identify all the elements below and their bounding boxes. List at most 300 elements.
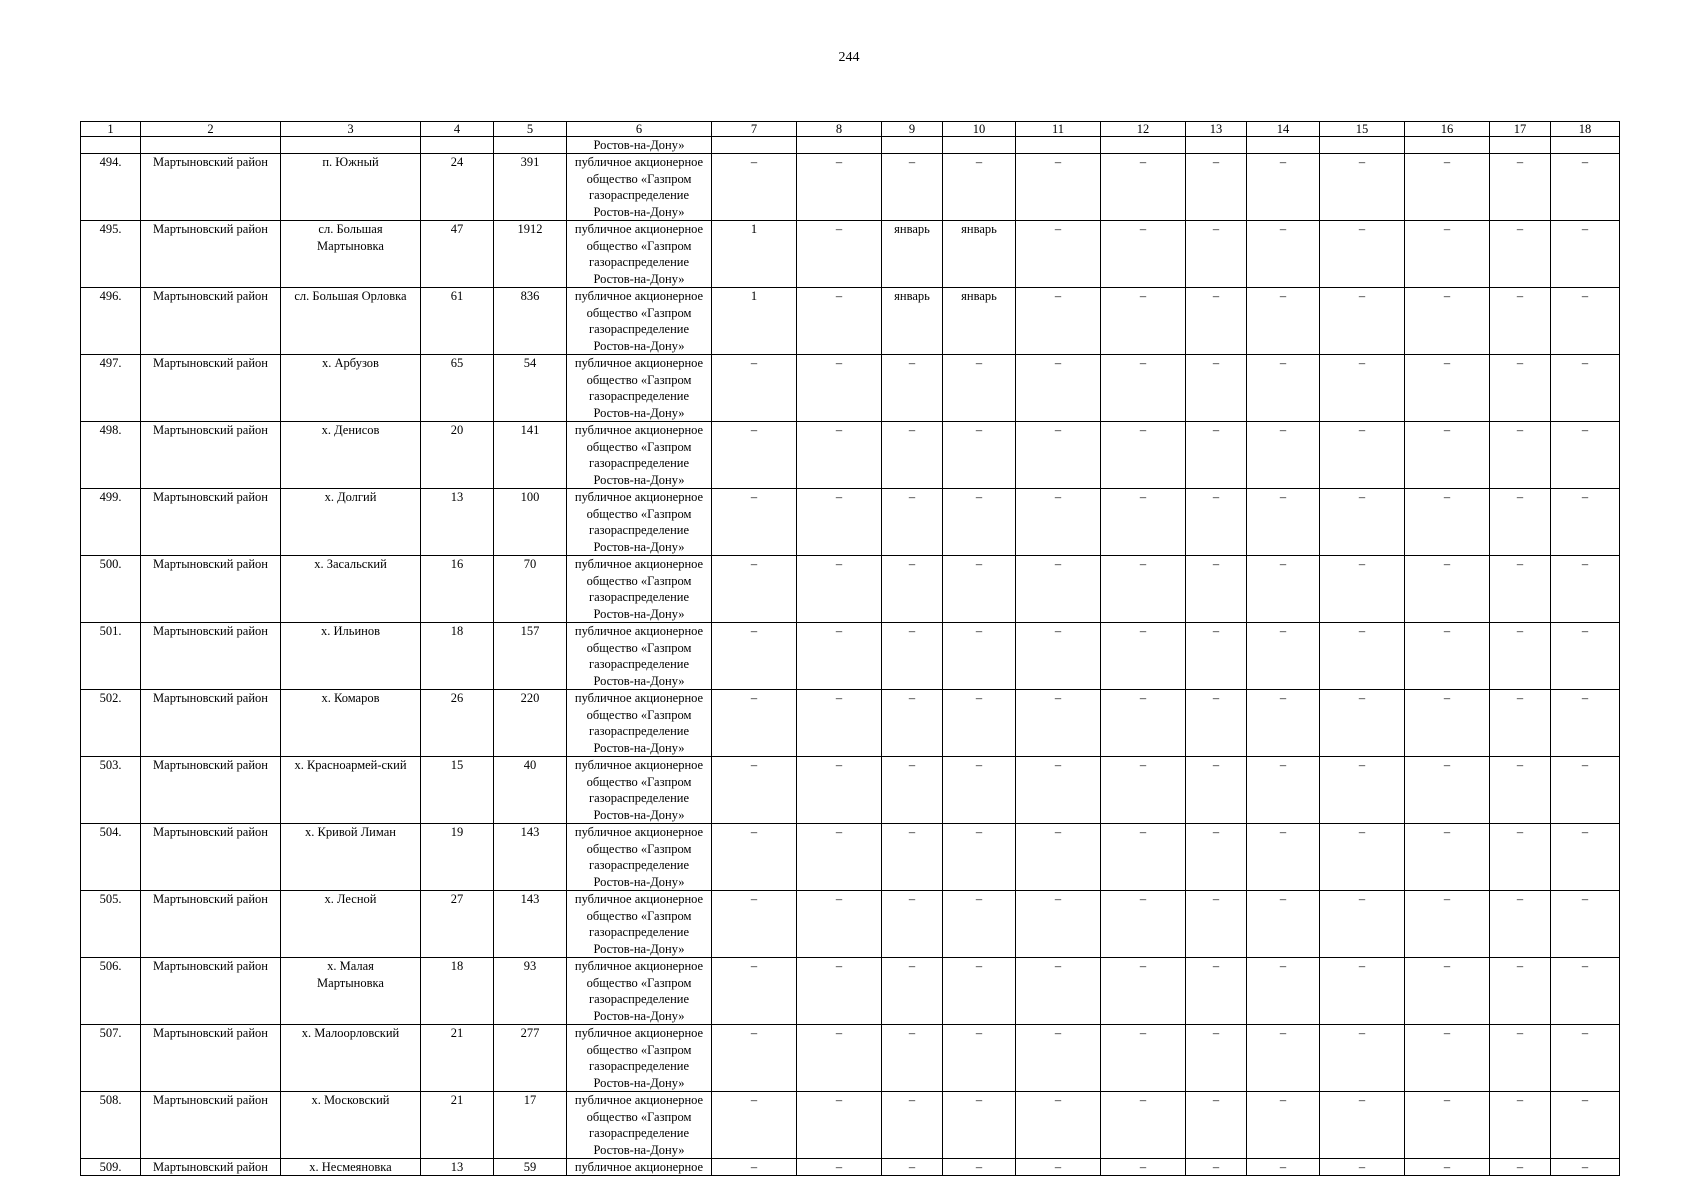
cell-c13: – [1186, 489, 1247, 556]
cell-c15: – [1320, 556, 1405, 623]
cell-c16: – [1405, 757, 1490, 824]
cell-c12: – [1101, 154, 1186, 221]
cell-c1: 500. [81, 556, 141, 623]
cell-c18: – [1551, 690, 1620, 757]
cell-c2: Мартыновский район [141, 757, 281, 824]
cell-c1: 504. [81, 824, 141, 891]
cell-c8: – [797, 757, 882, 824]
table-row [81, 422, 1620, 489]
cell-c4: 16 [421, 556, 494, 623]
column-number-header: 14 [1247, 122, 1320, 137]
cell-c2: Мартыновский район [141, 355, 281, 422]
cell-c14: – [1247, 154, 1320, 221]
cell-c10: – [943, 355, 1016, 422]
cell-c5 [494, 137, 567, 154]
cell-c17: – [1490, 422, 1551, 489]
cell-c18: – [1551, 1092, 1620, 1159]
column-number-header: 8 [797, 122, 882, 137]
cell-c5: 17 [494, 1092, 567, 1159]
cell-c14: – [1247, 1159, 1320, 1176]
cell-c10: – [943, 824, 1016, 891]
cell-c8: – [797, 154, 882, 221]
table-row [81, 1159, 1620, 1176]
cell-c11: – [1016, 623, 1101, 690]
column-number-header: 5 [494, 122, 567, 137]
cell-c9: – [882, 1092, 943, 1159]
cell-c16: – [1405, 824, 1490, 891]
cell-c14: – [1247, 1025, 1320, 1092]
cell-c14: – [1247, 891, 1320, 958]
cell-c10 [943, 137, 1016, 154]
cell-c15: – [1320, 154, 1405, 221]
column-number-row [81, 122, 1620, 137]
cell-c11: – [1016, 154, 1101, 221]
cell-c7: 1 [712, 221, 797, 288]
cell-c5: 157 [494, 623, 567, 690]
cell-c6: публичное акционерное [567, 1159, 712, 1176]
cell-c12: – [1101, 1159, 1186, 1176]
table-row [81, 824, 1620, 891]
cell-c14: – [1247, 824, 1320, 891]
column-number-header: 11 [1016, 122, 1101, 137]
cell-c9: – [882, 757, 943, 824]
column-number-header: 16 [1405, 122, 1490, 137]
cell-c11 [1016, 137, 1101, 154]
cell-c16: – [1405, 355, 1490, 422]
cell-c18: – [1551, 757, 1620, 824]
cell-c8: – [797, 958, 882, 1025]
cell-c6: публичное акционерное общество «Газпром газораспределение Ростов-на-Дону» [567, 1025, 712, 1092]
cell-c15: – [1320, 221, 1405, 288]
cell-c4: 21 [421, 1092, 494, 1159]
cell-c10: – [943, 958, 1016, 1025]
cell-c12: – [1101, 1092, 1186, 1159]
cell-c17: – [1490, 1159, 1551, 1176]
cell-c13: – [1186, 690, 1247, 757]
cell-c15: – [1320, 623, 1405, 690]
cell-c8: – [797, 1159, 882, 1176]
cell-c17: – [1490, 824, 1551, 891]
cell-c14: – [1247, 355, 1320, 422]
column-number-header: 13 [1186, 122, 1247, 137]
cell-c1: 494. [81, 154, 141, 221]
cell-c16: – [1405, 154, 1490, 221]
cell-c11: – [1016, 1092, 1101, 1159]
cell-c16: – [1405, 690, 1490, 757]
cell-c4: 18 [421, 958, 494, 1025]
cell-c4: 21 [421, 1025, 494, 1092]
cell-c14: – [1247, 489, 1320, 556]
cell-c3: х. Лесной [281, 891, 421, 958]
cell-c15: – [1320, 355, 1405, 422]
column-number-header: 18 [1551, 122, 1620, 137]
cell-c13: – [1186, 958, 1247, 1025]
cell-c13: – [1186, 1092, 1247, 1159]
cell-c16: – [1405, 221, 1490, 288]
cell-c14: – [1247, 422, 1320, 489]
cell-c3: х. Арбузов [281, 355, 421, 422]
cell-c10: январь [943, 221, 1016, 288]
cell-c4: 15 [421, 757, 494, 824]
cell-c12 [1101, 137, 1186, 154]
column-number-header: 6 [567, 122, 712, 137]
cell-c2: Мартыновский район [141, 288, 281, 355]
cell-c11: – [1016, 355, 1101, 422]
table-row [81, 355, 1620, 422]
cell-c6: публичное акционерное общество «Газпром газораспределение Ростов-на-Дону» [567, 958, 712, 1025]
cell-c14: – [1247, 556, 1320, 623]
cell-c17: – [1490, 1025, 1551, 1092]
cell-c5: 40 [494, 757, 567, 824]
cell-c3: х. Долгий [281, 489, 421, 556]
cell-c8: – [797, 623, 882, 690]
table-row [81, 623, 1620, 690]
cell-c3: х. Ильинов [281, 623, 421, 690]
cell-c1: 503. [81, 757, 141, 824]
cell-c2: Мартыновский район [141, 623, 281, 690]
column-number-header: 7 [712, 122, 797, 137]
cell-c7: – [712, 1025, 797, 1092]
cell-c17: – [1490, 891, 1551, 958]
cell-c9: – [882, 690, 943, 757]
cell-c3: сл. Большая Мартыновка [281, 221, 421, 288]
cell-c18: – [1551, 1025, 1620, 1092]
cell-c16: – [1405, 1159, 1490, 1176]
cell-c4: 18 [421, 623, 494, 690]
cell-c5: 1912 [494, 221, 567, 288]
cell-c16: – [1405, 288, 1490, 355]
cell-c17: – [1490, 1092, 1551, 1159]
cell-c14: – [1247, 958, 1320, 1025]
cell-c12: – [1101, 958, 1186, 1025]
cell-c5: 277 [494, 1025, 567, 1092]
cell-c13: – [1186, 221, 1247, 288]
cell-c2: Мартыновский район [141, 958, 281, 1025]
cell-c6: публичное акционерное общество «Газпром газораспределение Ростов-на-Дону» [567, 1092, 712, 1159]
cell-c14 [1247, 137, 1320, 154]
continuation-row [81, 137, 1620, 154]
cell-c10: – [943, 422, 1016, 489]
cell-c7: – [712, 958, 797, 1025]
cell-c12: – [1101, 1025, 1186, 1092]
cell-c14: – [1247, 1092, 1320, 1159]
cell-c5: 59 [494, 1159, 567, 1176]
cell-c7: – [712, 690, 797, 757]
column-number-header: 9 [882, 122, 943, 137]
cell-c1: 501. [81, 623, 141, 690]
cell-c11: – [1016, 891, 1101, 958]
cell-c2: Мартыновский район [141, 422, 281, 489]
cell-c1: 507. [81, 1025, 141, 1092]
cell-c1: 496. [81, 288, 141, 355]
cell-c14: – [1247, 623, 1320, 690]
cell-c11: – [1016, 757, 1101, 824]
cell-c12: – [1101, 824, 1186, 891]
cell-c18: – [1551, 489, 1620, 556]
cell-c2: Мартыновский район [141, 1159, 281, 1176]
cell-c7: – [712, 891, 797, 958]
cell-c6: публичное акционерное общество «Газпром газораспределение Ростов-на-Дону» [567, 891, 712, 958]
cell-c4: 13 [421, 1159, 494, 1176]
cell-c11: – [1016, 221, 1101, 288]
cell-c11: – [1016, 1159, 1101, 1176]
cell-c15: – [1320, 288, 1405, 355]
cell-c17: – [1490, 489, 1551, 556]
cell-c3: х. Кривой Лиман [281, 824, 421, 891]
cell-c16: – [1405, 1025, 1490, 1092]
cell-c13: – [1186, 623, 1247, 690]
cell-c6: публичное акционерное общество «Газпром газораспределение Ростов-на-Дону» [567, 556, 712, 623]
table-row [81, 556, 1620, 623]
cell-c1: 509. [81, 1159, 141, 1176]
cell-c5: 141 [494, 422, 567, 489]
cell-c10: – [943, 556, 1016, 623]
cell-c6: Ростов-на-Дону» [567, 137, 712, 154]
cell-c18: – [1551, 355, 1620, 422]
cell-c18: – [1551, 288, 1620, 355]
cell-c13: – [1186, 154, 1247, 221]
cell-c12: – [1101, 288, 1186, 355]
cell-c10: – [943, 891, 1016, 958]
page-number: 244 [838, 50, 860, 65]
column-number-header: 4 [421, 122, 494, 137]
cell-c5: 391 [494, 154, 567, 221]
cell-c17: – [1490, 757, 1551, 824]
cell-c12: – [1101, 891, 1186, 958]
cell-c9 [882, 137, 943, 154]
cell-c6: публичное акционерное общество «Газпром газораспределение Ростов-на-Дону» [567, 355, 712, 422]
cell-c3: х. Несмеяновка [281, 1159, 421, 1176]
table-row [81, 1092, 1620, 1159]
cell-c2: Мартыновский район [141, 891, 281, 958]
cell-c3: х. Малая Мартыновка [281, 958, 421, 1025]
cell-c13: – [1186, 1159, 1247, 1176]
cell-c9: – [882, 556, 943, 623]
cell-c2: Мартыновский район [141, 489, 281, 556]
cell-c3: х. Комаров [281, 690, 421, 757]
table-row [81, 958, 1620, 1025]
cell-c10: – [943, 1159, 1016, 1176]
cell-c15: – [1320, 489, 1405, 556]
cell-c2: Мартыновский район [141, 556, 281, 623]
cell-c11: – [1016, 556, 1101, 623]
cell-c7 [712, 137, 797, 154]
cell-c7: – [712, 556, 797, 623]
cell-c17: – [1490, 221, 1551, 288]
table-row [81, 288, 1620, 355]
cell-c13: – [1186, 757, 1247, 824]
cell-c4: 65 [421, 355, 494, 422]
cell-c18: – [1551, 556, 1620, 623]
cell-c7: – [712, 489, 797, 556]
cell-c16: – [1405, 623, 1490, 690]
cell-c11: – [1016, 690, 1101, 757]
cell-c1: 506. [81, 958, 141, 1025]
cell-c1: 498. [81, 422, 141, 489]
cell-c8: – [797, 690, 882, 757]
cell-c9: – [882, 1025, 943, 1092]
cell-c15: – [1320, 690, 1405, 757]
cell-c15 [1320, 137, 1405, 154]
cell-c17: – [1490, 154, 1551, 221]
cell-c9: – [882, 891, 943, 958]
cell-c10: январь [943, 288, 1016, 355]
cell-c6: публичное акционерное общество «Газпром газораспределение Ростов-на-Дону» [567, 221, 712, 288]
cell-c4: 26 [421, 690, 494, 757]
cell-c12: – [1101, 422, 1186, 489]
cell-c7: – [712, 355, 797, 422]
cell-c11: – [1016, 489, 1101, 556]
cell-c7: – [712, 824, 797, 891]
cell-c6: публичное акционерное общество «Газпром газораспределение Ростов-на-Дону» [567, 623, 712, 690]
cell-c5: 143 [494, 824, 567, 891]
cell-c3: х. Денисов [281, 422, 421, 489]
cell-c10: – [943, 1092, 1016, 1159]
cell-c4 [421, 137, 494, 154]
cell-c5: 54 [494, 355, 567, 422]
cell-c3: сл. Большая Орловка [281, 288, 421, 355]
cell-c6: публичное акционерное общество «Газпром газораспределение Ростов-на-Дону» [567, 154, 712, 221]
cell-c2: Мартыновский район [141, 824, 281, 891]
cell-c18: – [1551, 623, 1620, 690]
column-number-header: 2 [141, 122, 281, 137]
column-number-header: 3 [281, 122, 421, 137]
cell-c8: – [797, 489, 882, 556]
column-number-header: 17 [1490, 122, 1551, 137]
cell-c4: 19 [421, 824, 494, 891]
cell-c12: – [1101, 556, 1186, 623]
cell-c3 [281, 137, 421, 154]
cell-c9: – [882, 154, 943, 221]
cell-c7: – [712, 1092, 797, 1159]
cell-c2: Мартыновский район [141, 221, 281, 288]
cell-c14: – [1247, 690, 1320, 757]
cell-c7: 1 [712, 288, 797, 355]
cell-c6: публичное акционерное общество «Газпром газораспределение Ростов-на-Дону» [567, 489, 712, 556]
cell-c9: январь [882, 288, 943, 355]
cell-c10: – [943, 489, 1016, 556]
cell-c2: Мартыновский район [141, 1025, 281, 1092]
cell-c16: – [1405, 422, 1490, 489]
cell-c12: – [1101, 690, 1186, 757]
cell-c7: – [712, 623, 797, 690]
cell-c9: январь [882, 221, 943, 288]
cell-c12: – [1101, 221, 1186, 288]
cell-c2: Мартыновский район [141, 690, 281, 757]
cell-c9: – [882, 824, 943, 891]
cell-c15: – [1320, 1092, 1405, 1159]
cell-c5: 143 [494, 891, 567, 958]
cell-c7: – [712, 422, 797, 489]
cell-c2: Мартыновский район [141, 1092, 281, 1159]
cell-c13: – [1186, 1025, 1247, 1092]
cell-c13: – [1186, 891, 1247, 958]
cell-c1: 508. [81, 1092, 141, 1159]
cell-c8: – [797, 221, 882, 288]
cell-c10: – [943, 1025, 1016, 1092]
cell-c15: – [1320, 824, 1405, 891]
cell-c9: – [882, 489, 943, 556]
cell-c11: – [1016, 288, 1101, 355]
cell-c8: – [797, 891, 882, 958]
cell-c10: – [943, 690, 1016, 757]
cell-c16: – [1405, 1092, 1490, 1159]
cell-c2: Мартыновский район [141, 154, 281, 221]
cell-c7: – [712, 757, 797, 824]
cell-c6: публичное акционерное общество «Газпром газораспределение Ростов-на-Дону» [567, 690, 712, 757]
cell-c8: – [797, 355, 882, 422]
cell-c9: – [882, 958, 943, 1025]
cell-c18: – [1551, 958, 1620, 1025]
cell-c15: – [1320, 958, 1405, 1025]
cell-c11: – [1016, 958, 1101, 1025]
table-row [81, 690, 1620, 757]
cell-c16 [1405, 137, 1490, 154]
cell-c12: – [1101, 623, 1186, 690]
cell-c18: – [1551, 891, 1620, 958]
cell-c14: – [1247, 757, 1320, 824]
table-row [81, 154, 1620, 221]
cell-c1: 497. [81, 355, 141, 422]
column-number-header: 12 [1101, 122, 1186, 137]
cell-c17: – [1490, 556, 1551, 623]
table-row [81, 757, 1620, 824]
cell-c15: – [1320, 422, 1405, 489]
column-number-header: 1 [81, 122, 141, 137]
cell-c18: – [1551, 824, 1620, 891]
cell-c10: – [943, 757, 1016, 824]
cell-c17: – [1490, 690, 1551, 757]
cell-c15: – [1320, 891, 1405, 958]
cell-c10: – [943, 623, 1016, 690]
cell-c16: – [1405, 958, 1490, 1025]
cell-c1: 495. [81, 221, 141, 288]
cell-c5: 836 [494, 288, 567, 355]
cell-c15: – [1320, 1025, 1405, 1092]
cell-c5: 93 [494, 958, 567, 1025]
cell-c18 [1551, 137, 1620, 154]
cell-c18: – [1551, 221, 1620, 288]
cell-c3: х. Московский [281, 1092, 421, 1159]
cell-c6: публичное акционерное общество «Газпром газораспределение Ростов-на-Дону» [567, 824, 712, 891]
cell-c1 [81, 137, 141, 154]
cell-c18: – [1551, 154, 1620, 221]
cell-c12: – [1101, 355, 1186, 422]
cell-c4: 27 [421, 891, 494, 958]
cell-c16: – [1405, 556, 1490, 623]
cell-c5: 70 [494, 556, 567, 623]
cell-c13: – [1186, 288, 1247, 355]
cell-c3: х. Красноармей-ский [281, 757, 421, 824]
cell-c8 [797, 137, 882, 154]
cell-c16: – [1405, 489, 1490, 556]
cell-c12: – [1101, 489, 1186, 556]
cell-c8: – [797, 422, 882, 489]
cell-c1: 499. [81, 489, 141, 556]
cell-c13: – [1186, 556, 1247, 623]
cell-c15: – [1320, 757, 1405, 824]
cell-c8: – [797, 556, 882, 623]
cell-c3: х. Засальский [281, 556, 421, 623]
cell-c4: 13 [421, 489, 494, 556]
cell-c5: 220 [494, 690, 567, 757]
cell-c17: – [1490, 288, 1551, 355]
cell-c18: – [1551, 422, 1620, 489]
cell-c8: – [797, 1025, 882, 1092]
cell-c4: 61 [421, 288, 494, 355]
cell-c13 [1186, 137, 1247, 154]
cell-c9: – [882, 1159, 943, 1176]
